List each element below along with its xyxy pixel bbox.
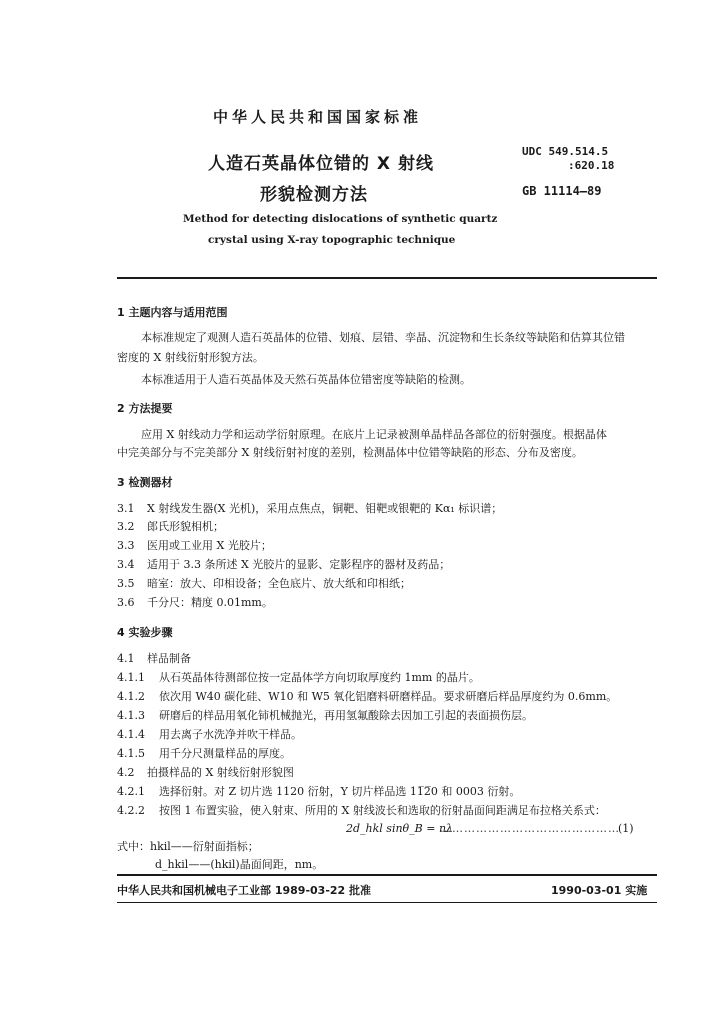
section-2-paragraph-cont: 中完美部分与不完美部分 X 射线衍射衬度的差别，检测晶体中位错等缺陷的形态、分布及密度。	[117, 446, 583, 459]
footer-bottom-divider	[117, 902, 657, 903]
item-text: 拍摄样品的 X 射线衍射形貌图	[147, 766, 294, 779]
header-divider	[117, 277, 657, 279]
item-number: 4.1.3	[117, 709, 145, 722]
list-item	[117, 577, 411, 591]
list-item	[117, 804, 606, 818]
item-text: 千分尺：精度 0.01mm。	[147, 596, 273, 609]
section-1-paragraph: 本标准规定了观测人造石英晶体的位错、划痕、层错、孪晶、沉淀物和生长条纹等缺陷和估算其位错	[141, 331, 625, 344]
item-text: 用去离子水洗净并吹干样品。	[159, 728, 302, 741]
item-text: 从石英晶体待测部位按一定晶体学方向切取厚度约 1mm 的晶片。	[159, 671, 480, 684]
where-line-1: 式中：hkil——衍射面指标；	[117, 840, 259, 853]
equation-number: (1)	[618, 822, 634, 835]
document-title-line1: 人造石英晶体位错的 X 射线	[208, 154, 434, 174]
list-item	[117, 652, 191, 666]
list-item	[117, 520, 224, 534]
item-number: 4.1.2	[117, 690, 145, 703]
equation-leader: ………………………………………	[440, 822, 620, 835]
item-number: 3.4	[117, 558, 135, 571]
section-2-heading: 2 方法提要	[117, 402, 173, 415]
list-item	[117, 596, 273, 610]
item-text: 医用或工业用 X 光胶片；	[147, 539, 272, 552]
list-item	[117, 728, 302, 742]
standard-title: 中华人民共和国国家标准	[213, 108, 423, 126]
section-1-paragraph-cont: 密度的 X 射线衍射形貌方法。	[117, 351, 264, 364]
item-text: 用千分尺测量样品的厚度。	[159, 747, 291, 760]
item-number: 3.1	[117, 502, 135, 515]
section-1-scope: 本标准适用于人造石英晶体及天然石英晶体位错密度等缺陷的检测。	[141, 373, 471, 386]
list-item	[117, 709, 533, 723]
item-text: 样品制备	[147, 652, 191, 665]
item-number: 3.6	[117, 596, 135, 609]
item-number: 3.3	[117, 539, 135, 552]
item-text: 依次用 W40 碳化硅、W10 和 W5 氧化铝磨料研磨样品。要求研磨后样品厚度约为 0.6mm。	[159, 690, 618, 703]
item-text: 暗室：放大、印相设备；全色底片、放大纸和印相纸；	[147, 577, 411, 590]
item-number: 4.2.2	[117, 804, 145, 817]
document-title-line2: 形貌检测方法	[260, 185, 368, 205]
section-2-paragraph: 应用 X 射线动力学和运动学衍射原理。在底片上记录被测单晶样品各部位的衍射强度。根据晶体	[141, 428, 607, 441]
item-text: 研磨后的样品用氧化铈机械抛光，再用氢氟酸除去因加工引起的表面损伤层。	[159, 709, 533, 722]
where-line-2: d_hkil——(hkil)晶面间距，nm。	[155, 858, 324, 871]
item-number: 4.1	[117, 652, 135, 665]
item-number: 3.2	[117, 520, 135, 533]
approval-note: 中华人民共和国机械电子工业部 1989-03-22 批准	[117, 884, 372, 897]
udc-code-line1: UDC 549.514.5	[522, 145, 609, 158]
item-number: 3.5	[117, 577, 135, 590]
gb-number: GB 11114—89	[522, 184, 602, 198]
item-text: 郎氏形貌相机；	[147, 520, 224, 533]
item-text: X 射线发生器(X 光机)，采用点焦点，铜靶、钼靶或银靶的 Kα₁ 标识谱；	[147, 502, 503, 515]
section-4-heading: 4 实验步骤	[117, 626, 173, 639]
list-item	[117, 766, 294, 780]
bragg-equation: 2d_hkl sinθ_B = nλ	[346, 822, 454, 835]
implementation-date: 1990-03-01 实施	[551, 884, 648, 897]
list-item	[117, 671, 480, 685]
list-item	[117, 558, 450, 572]
english-title-line2: crystal using X-ray topographic technique	[208, 234, 456, 246]
item-text: 按图 1 布置实验，使入射束、所用的 X 射线波长和选取的衍射晶面间距满足布拉格关系式：	[159, 804, 606, 817]
item-number: 4.1.4	[117, 728, 145, 741]
section-3-heading: 3 检测器材	[117, 476, 173, 489]
list-item	[117, 502, 502, 516]
item-text: 选择衍射。对 Z 切片选 1120 衍射，Y 切片样品选 11̅2̅0 和 0003 衍射。	[159, 785, 521, 798]
item-number: 4.1.1	[117, 671, 145, 684]
footer-divider	[117, 874, 657, 876]
list-item	[117, 747, 291, 761]
item-number: 4.1.5	[117, 747, 145, 760]
list-item	[117, 539, 272, 553]
udc-code-line2: :620.18	[568, 159, 615, 172]
item-number: 4.2.1	[117, 785, 145, 798]
section-1-heading: 1 主题内容与适用范围	[117, 306, 228, 319]
list-item	[117, 785, 520, 799]
list-item	[117, 690, 617, 704]
english-title-line1: Method for detecting dislocations of synthetic quartz	[183, 213, 498, 225]
item-text: 适用于 3.3 条所述 X 光胶片的显影、定影程序的器材及药品；	[147, 558, 451, 571]
item-number: 4.2	[117, 766, 135, 779]
